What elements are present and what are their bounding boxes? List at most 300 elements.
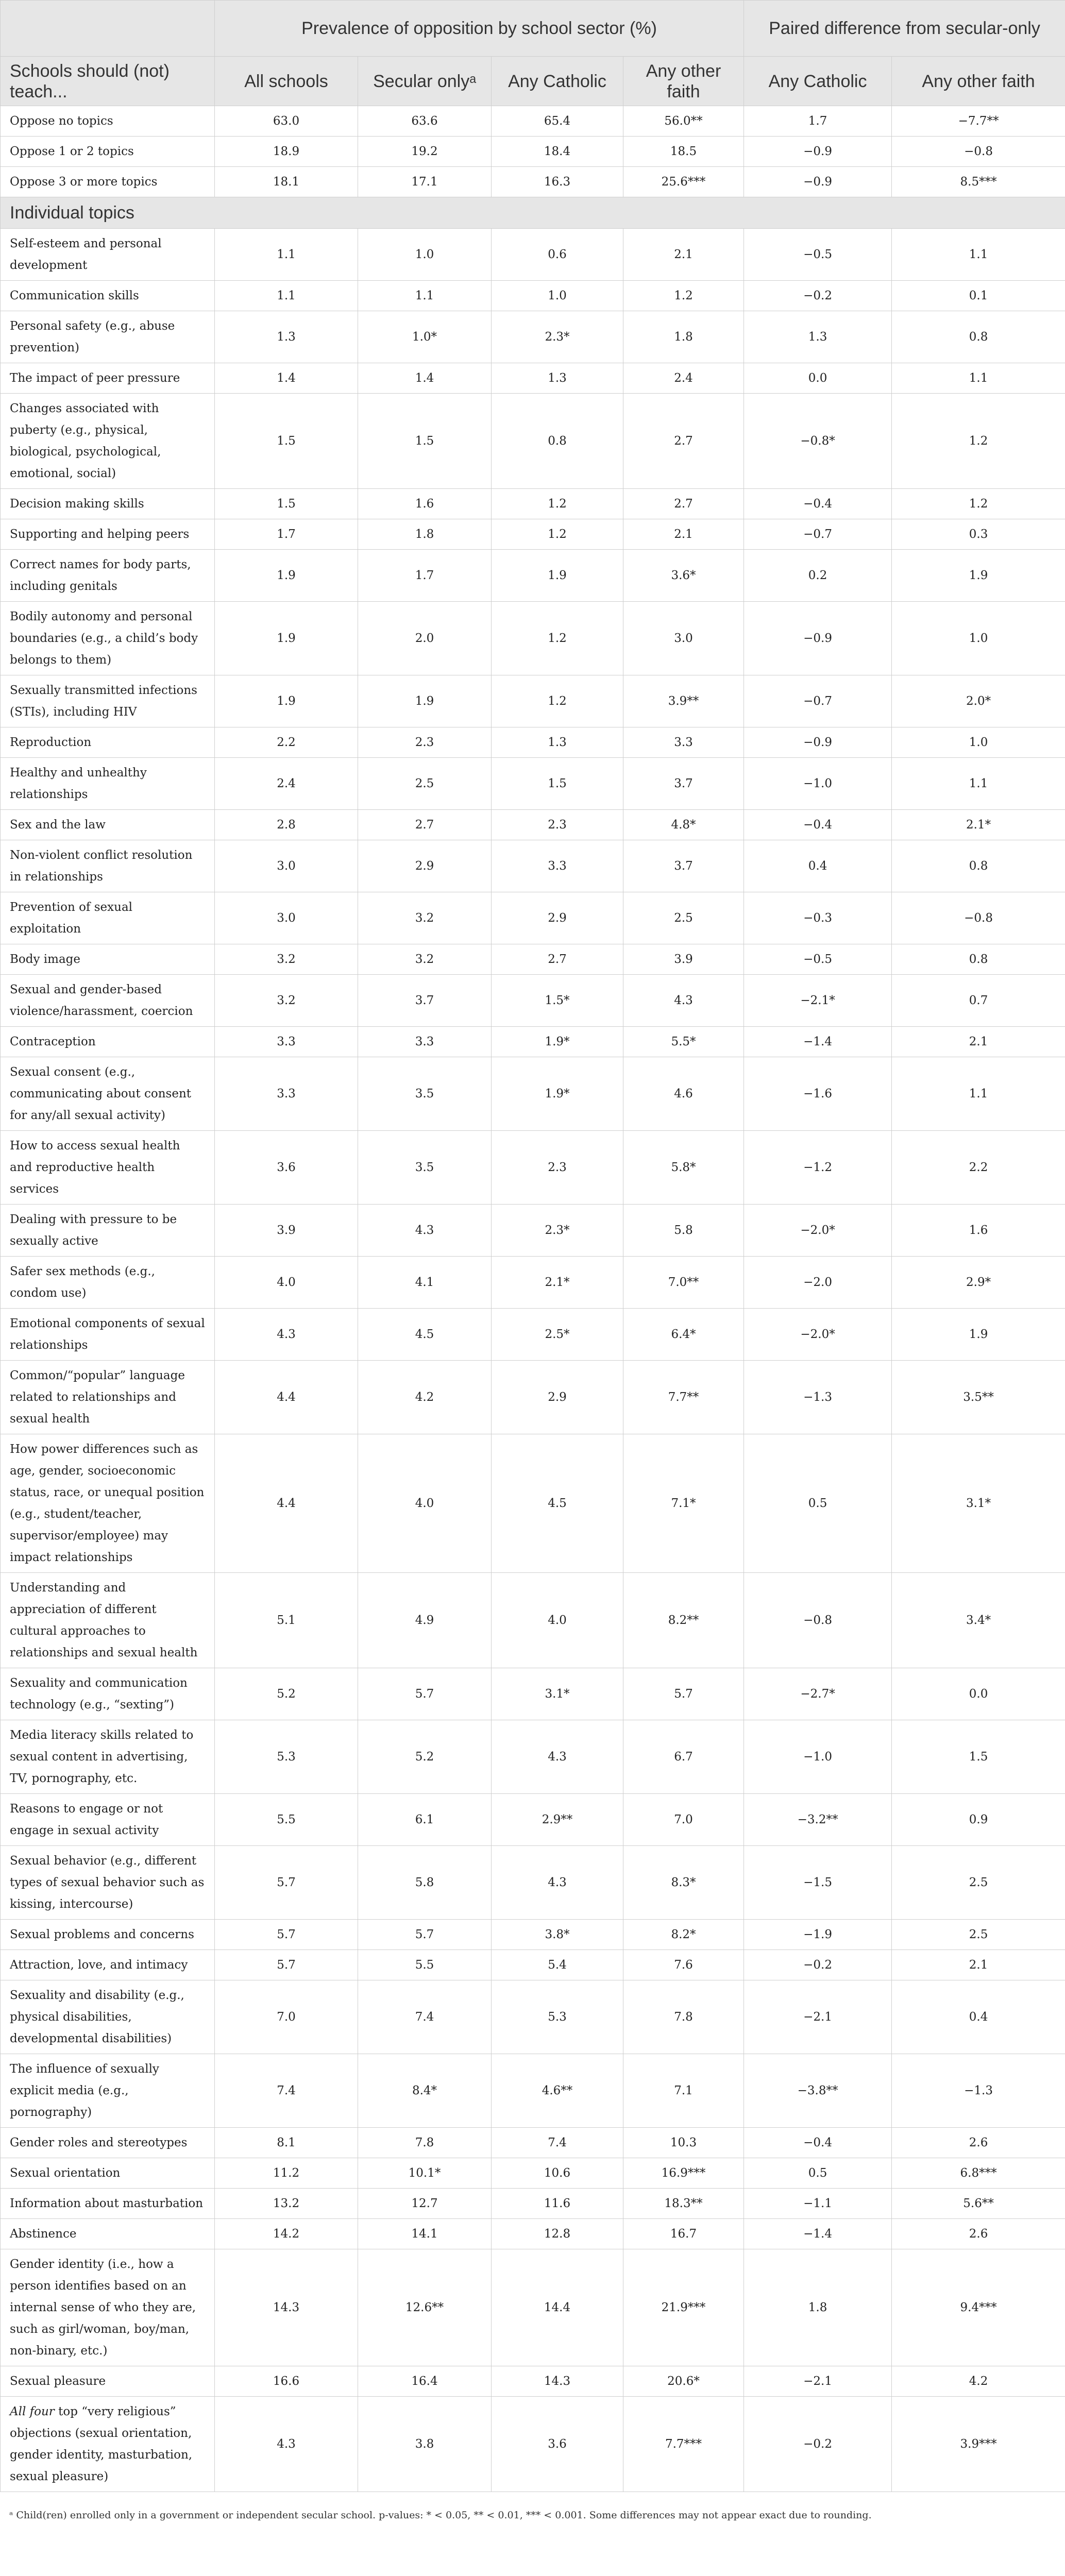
header-blank — [1, 1, 215, 57]
cell-any-catholic: 1.2 — [492, 602, 623, 675]
cell-any-other-faith: 4.6 — [623, 1057, 744, 1131]
cell-any-catholic: 1.2 — [492, 519, 623, 550]
cell-all-schools: 8.1 — [215, 2128, 358, 2158]
cell-all-schools: 1.9 — [215, 675, 358, 727]
cell-diff-any-other-faith: 2.1 — [892, 1950, 1065, 1980]
cell-diff-any-other-faith: 1.1 — [892, 1057, 1065, 1131]
cell-any-other-faith: 7.8 — [623, 1980, 744, 2054]
cell-diff-any-catholic: 0.4 — [744, 840, 892, 892]
cell-all-schools: 4.3 — [215, 1309, 358, 1361]
cell-diff-any-catholic: −2.1 — [744, 1980, 892, 2054]
topic-label: Decision making skills — [1, 489, 215, 519]
cell-any-catholic: 2.9 — [492, 892, 623, 944]
cell-any-other-faith: 10.3 — [623, 2128, 744, 2158]
topic-label: Common/“popular” language related to relationships and sexual health — [1, 1361, 215, 1434]
cell-diff-any-catholic: 1.8 — [744, 2249, 892, 2366]
cell-all-schools: 3.3 — [215, 1057, 358, 1131]
cell-diff-any-catholic: −0.4 — [744, 2128, 892, 2158]
cell-diff-any-catholic: −1.4 — [744, 2219, 892, 2249]
table-row — [1, 106, 1065, 137]
cell-any-catholic: 1.2 — [492, 675, 623, 727]
topic-label: Gender identity (i.e., how a person identifies based on an internal sense of who they are, such as girl/woman, boy/man, non-binary, etc.) — [1, 2249, 215, 2366]
cell-diff-any-catholic: −0.8* — [744, 394, 892, 489]
table-row — [1, 550, 1065, 602]
cell-any-other-faith: 6.7 — [623, 1720, 744, 1794]
topic-label: Understanding and appreciation of different cultural approaches to relationships and sexual health — [1, 1573, 215, 1668]
cell-any-other-faith: 56.0** — [623, 106, 744, 137]
cell-any-catholic: 0.8 — [492, 394, 623, 489]
cell-diff-any-other-faith: 3.5** — [892, 1361, 1065, 1434]
topic-label: The influence of sexually explicit media (e.g., pornography) — [1, 2054, 215, 2128]
cell-any-catholic: 4.3 — [492, 1846, 623, 1920]
cell-diff-any-other-faith: −0.8 — [892, 892, 1065, 944]
cell-any-catholic: 3.6 — [492, 2397, 623, 2492]
cell-diff-any-catholic: −2.1 — [744, 2366, 892, 2397]
cell-all-schools: 18.9 — [215, 137, 358, 167]
cell-any-other-faith: 7.7*** — [623, 2397, 744, 2492]
cell-diff-any-other-faith: 1.0 — [892, 727, 1065, 758]
cell-any-catholic: 5.4 — [492, 1950, 623, 1980]
cell-diff-any-other-faith: 1.1 — [892, 229, 1065, 281]
topic-label: Reproduction — [1, 727, 215, 758]
table-row — [1, 2397, 1065, 2492]
cell-diff-any-catholic: −2.0 — [744, 1257, 892, 1309]
cell-diff-any-catholic: 0.0 — [744, 363, 892, 394]
table-row — [1, 363, 1065, 394]
cell-secular-only: 4.5 — [358, 1309, 492, 1361]
table-row — [1, 2366, 1065, 2397]
topic-label: Sexual consent (e.g., communicating about consent for any/all sexual activity) — [1, 1057, 215, 1131]
cell-diff-any-other-faith: 2.5 — [892, 1846, 1065, 1920]
table-row — [1, 1057, 1065, 1131]
cell-diff-any-other-faith: 3.9*** — [892, 2397, 1065, 2492]
table-header — [1, 1, 1065, 106]
cell-secular-only: 1.9 — [358, 675, 492, 727]
cell-diff-any-catholic: 1.7 — [744, 106, 892, 137]
cell-secular-only: 8.4* — [358, 2054, 492, 2128]
cell-diff-any-catholic: −0.7 — [744, 675, 892, 727]
cell-diff-any-catholic: −0.3 — [744, 892, 892, 944]
topic-label: Sexuality and communication technology (e.g., “sexting”) — [1, 1668, 215, 1720]
topic-label: Communication skills — [1, 281, 215, 311]
topic-label: Healthy and unhealthy relationships — [1, 758, 215, 810]
cell-all-schools: 4.4 — [215, 1434, 358, 1573]
topic-label: Changes associated with puberty (e.g., physical, biological, psychological, emotional, social) — [1, 394, 215, 489]
cell-any-catholic: 2.3* — [492, 1205, 623, 1257]
topic-label: Dealing with pressure to be sexually active — [1, 1205, 215, 1257]
cell-any-catholic: 11.6 — [492, 2189, 623, 2219]
cell-secular-only: 3.2 — [358, 944, 492, 975]
cell-secular-only: 2.3 — [358, 727, 492, 758]
cell-any-other-faith: 2.1 — [623, 229, 744, 281]
cell-all-schools: 2.2 — [215, 727, 358, 758]
cell-any-catholic: 14.3 — [492, 2366, 623, 2397]
cell-secular-only: 7.4 — [358, 1980, 492, 2054]
cell-secular-only: 1.7 — [358, 550, 492, 602]
cell-any-catholic: 2.9** — [492, 1794, 623, 1846]
cell-any-other-faith: 16.9*** — [623, 2158, 744, 2189]
cell-secular-only: 5.7 — [358, 1668, 492, 1720]
cell-diff-any-catholic: −0.2 — [744, 2397, 892, 2492]
cell-all-schools: 3.0 — [215, 892, 358, 944]
cell-diff-any-other-faith: 3.1* — [892, 1434, 1065, 1573]
cell-diff-any-other-faith: 2.6 — [892, 2219, 1065, 2249]
cell-any-catholic: 4.0 — [492, 1573, 623, 1668]
cell-any-catholic: 2.3 — [492, 1131, 623, 1205]
cell-secular-only: 1.8 — [358, 519, 492, 550]
cell-any-other-faith: 8.2* — [623, 1920, 744, 1950]
table-body — [1, 106, 1065, 2492]
cell-any-other-faith: 1.8 — [623, 311, 744, 363]
cell-all-schools: 5.7 — [215, 1920, 358, 1950]
cell-secular-only: 4.3 — [358, 1205, 492, 1257]
table-row — [1, 602, 1065, 675]
cell-diff-any-other-faith: 0.3 — [892, 519, 1065, 550]
table-row — [1, 229, 1065, 281]
cell-any-catholic: 2.3 — [492, 810, 623, 840]
cell-all-schools: 13.2 — [215, 2189, 358, 2219]
cell-secular-only: 2.7 — [358, 810, 492, 840]
cell-diff-any-catholic: −0.9 — [744, 167, 892, 197]
cell-diff-any-catholic: −1.9 — [744, 1920, 892, 1950]
cell-any-catholic: 0.6 — [492, 229, 623, 281]
column-header-any-catholic: Any Catholic — [492, 57, 623, 106]
topic-label-italic: All four — [10, 2405, 55, 2418]
cell-any-other-faith: 20.6* — [623, 2366, 744, 2397]
table-row — [1, 810, 1065, 840]
cell-any-other-faith: 2.7 — [623, 394, 744, 489]
table-row — [1, 519, 1065, 550]
cell-any-other-faith: 16.7 — [623, 2219, 744, 2249]
table-row — [1, 1434, 1065, 1573]
table-row — [1, 1794, 1065, 1846]
cell-any-catholic: 2.5* — [492, 1309, 623, 1361]
cell-any-catholic: 10.6 — [492, 2158, 623, 2189]
cell-any-other-faith: 3.0 — [623, 602, 744, 675]
cell-any-catholic: 1.2 — [492, 489, 623, 519]
cell-any-other-faith: 3.9 — [623, 944, 744, 975]
table-row — [1, 1846, 1065, 1920]
cell-any-catholic: 4.5 — [492, 1434, 623, 1573]
table-row — [1, 2219, 1065, 2249]
topic-label: Sexual and gender-based violence/harassment, coercion — [1, 975, 215, 1027]
topic-label: Sexual orientation — [1, 2158, 215, 2189]
cell-any-other-faith: 5.8* — [623, 1131, 744, 1205]
cell-diff-any-other-faith: 0.4 — [892, 1980, 1065, 2054]
cell-any-catholic: 3.3 — [492, 840, 623, 892]
table-row — [1, 1027, 1065, 1057]
cell-all-schools: 5.7 — [215, 1950, 358, 1980]
cell-diff-any-other-faith: 1.2 — [892, 394, 1065, 489]
footnote: ᵃ Child(ren) enrolled only in a government or independent secular school. p-values: * < 0.05, ** < 0.01, *** < 0.001. Some differences may not appear exact due to rounding. — [9, 2510, 872, 2521]
cell-all-schools: 1.1 — [215, 281, 358, 311]
header-group-paired-difference: Paired difference from secular-only — [744, 1, 1065, 57]
topic-label: Information about masturbation — [1, 2189, 215, 2219]
table-row — [1, 2158, 1065, 2189]
topic-label: Emotional components of sexual relationships — [1, 1309, 215, 1361]
topic-label-rest: top “very religious” objections (sexual orientation, gender identity, masturbation, sexual pleasure) — [10, 2405, 193, 2483]
column-header-all-schools: All schools — [215, 57, 358, 106]
table-row — [1, 489, 1065, 519]
cell-secular-only: 1.5 — [358, 394, 492, 489]
cell-diff-any-catholic: −1.4 — [744, 1027, 892, 1057]
cell-secular-only: 2.5 — [358, 758, 492, 810]
cell-diff-any-catholic: 0.5 — [744, 2158, 892, 2189]
cell-diff-any-other-faith: −0.8 — [892, 137, 1065, 167]
cell-any-catholic: 1.5 — [492, 758, 623, 810]
cell-secular-only: 4.1 — [358, 1257, 492, 1309]
cell-secular-only: 1.6 — [358, 489, 492, 519]
cell-any-catholic: 2.1* — [492, 1257, 623, 1309]
cell-diff-any-catholic: −2.1* — [744, 975, 892, 1027]
cell-any-other-faith: 6.4* — [623, 1309, 744, 1361]
topic-label: Oppose 1 or 2 topics — [1, 137, 215, 167]
cell-any-catholic: 4.6** — [492, 2054, 623, 2128]
table-row — [1, 1205, 1065, 1257]
table-row — [1, 1257, 1065, 1309]
cell-any-other-faith: 7.0** — [623, 1257, 744, 1309]
cell-any-other-faith: 18.5 — [623, 137, 744, 167]
cell-all-schools: 3.2 — [215, 944, 358, 975]
cell-secular-only: 1.4 — [358, 363, 492, 394]
cell-any-catholic: 12.8 — [492, 2219, 623, 2249]
topic-label: Abstinence — [1, 2219, 215, 2249]
cell-secular-only: 5.8 — [358, 1846, 492, 1920]
topic-label: How power differences such as age, gender, socioeconomic status, race, or unequal position (e.g., student/teacher, supervisor/employee) may impact relationships — [1, 1434, 215, 1573]
cell-secular-only: 12.7 — [358, 2189, 492, 2219]
cell-all-schools: 5.1 — [215, 1573, 358, 1668]
topic-label: Sex and the law — [1, 810, 215, 840]
cell-any-other-faith: 5.8 — [623, 1205, 744, 1257]
column-header-topic: Schools should (not) teach... — [1, 57, 215, 106]
cell-diff-any-catholic: 0.2 — [744, 550, 892, 602]
cell-all-schools: 1.9 — [215, 602, 358, 675]
table-row — [1, 1573, 1065, 1668]
cell-any-other-faith: 18.3** — [623, 2189, 744, 2219]
cell-any-other-faith: 4.8* — [623, 810, 744, 840]
cell-any-catholic: 1.3 — [492, 727, 623, 758]
cell-diff-any-catholic: −2.7* — [744, 1668, 892, 1720]
table-row — [1, 394, 1065, 489]
cell-diff-any-catholic: −1.0 — [744, 1720, 892, 1794]
cell-diff-any-catholic: −1.6 — [744, 1057, 892, 1131]
cell-diff-any-other-faith: 0.9 — [892, 1794, 1065, 1846]
cell-secular-only: 1.0* — [358, 311, 492, 363]
topic-label: Sexually transmitted infections (STIs), including HIV — [1, 675, 215, 727]
cell-diff-any-catholic: −1.5 — [744, 1846, 892, 1920]
cell-diff-any-other-faith: 1.5 — [892, 1720, 1065, 1794]
table-row — [1, 727, 1065, 758]
table-row — [1, 2054, 1065, 2128]
cell-any-other-faith: 2.4 — [623, 363, 744, 394]
cell-all-schools: 2.8 — [215, 810, 358, 840]
cell-all-schools: 1.1 — [215, 229, 358, 281]
cell-any-other-faith: 21.9*** — [623, 2249, 744, 2366]
cell-diff-any-catholic: −3.8** — [744, 2054, 892, 2128]
cell-any-catholic: 1.9 — [492, 550, 623, 602]
table-row — [1, 1920, 1065, 1950]
cell-any-catholic: 4.3 — [492, 1720, 623, 1794]
cell-diff-any-other-faith: 0.8 — [892, 311, 1065, 363]
cell-any-other-faith: 7.1* — [623, 1434, 744, 1573]
cell-all-schools: 16.6 — [215, 2366, 358, 2397]
cell-diff-any-catholic: −2.0* — [744, 1309, 892, 1361]
cell-diff-any-catholic: −2.0* — [744, 1205, 892, 1257]
cell-diff-any-other-faith: 0.0 — [892, 1668, 1065, 1720]
table-row — [1, 1980, 1065, 2054]
cell-diff-any-other-faith: 8.5*** — [892, 167, 1065, 197]
cell-secular-only: 5.2 — [358, 1720, 492, 1794]
cell-any-other-faith: 7.7** — [623, 1361, 744, 1434]
cell-diff-any-other-faith: 3.4* — [892, 1573, 1065, 1668]
cell-diff-any-catholic: −1.0 — [744, 758, 892, 810]
cell-diff-any-other-faith: 2.2 — [892, 1131, 1065, 1205]
cell-diff-any-catholic: −1.3 — [744, 1361, 892, 1434]
table-row — [1, 758, 1065, 810]
cell-diff-any-other-faith: 9.4*** — [892, 2249, 1065, 2366]
cell-diff-any-other-faith: 6.8*** — [892, 2158, 1065, 2189]
cell-secular-only: 3.8 — [358, 2397, 492, 2492]
cell-secular-only: 12.6** — [358, 2249, 492, 2366]
topic-label: Non-violent conflict resolution in relationships — [1, 840, 215, 892]
table-row — [1, 1720, 1065, 1794]
cell-secular-only: 7.8 — [358, 2128, 492, 2158]
cell-all-schools: 4.0 — [215, 1257, 358, 1309]
cell-any-other-faith: 7.6 — [623, 1950, 744, 1980]
table-row — [1, 975, 1065, 1027]
topic-label: Attraction, love, and intimacy — [1, 1950, 215, 1980]
cell-diff-any-catholic: −1.2 — [744, 1131, 892, 1205]
cell-secular-only: 1.0 — [358, 229, 492, 281]
table-row — [1, 281, 1065, 311]
cell-diff-any-catholic: −0.8 — [744, 1573, 892, 1668]
section-label: Individual topics — [1, 197, 1065, 229]
cell-any-catholic: 7.4 — [492, 2128, 623, 2158]
cell-secular-only: 17.1 — [358, 167, 492, 197]
cell-diff-any-catholic: −0.9 — [744, 727, 892, 758]
cell-diff-any-other-faith: 2.9* — [892, 1257, 1065, 1309]
cell-any-catholic: 16.3 — [492, 167, 623, 197]
header-group-prevalence: Prevalence of opposition by school sector (%) — [215, 1, 744, 57]
cell-any-other-faith: 3.6* — [623, 550, 744, 602]
cell-any-other-faith: 25.6*** — [623, 167, 744, 197]
cell-diff-any-other-faith: 0.1 — [892, 281, 1065, 311]
cell-diff-any-other-faith: 1.9 — [892, 550, 1065, 602]
column-header-diff-any-catholic: Any Catholic — [744, 57, 892, 106]
table-row — [1, 311, 1065, 363]
cell-secular-only: 1.1 — [358, 281, 492, 311]
cell-diff-any-other-faith: 2.6 — [892, 2128, 1065, 2158]
cell-diff-any-catholic: −0.9 — [744, 602, 892, 675]
cell-all-schools: 7.0 — [215, 1980, 358, 2054]
cell-all-schools: 1.5 — [215, 394, 358, 489]
cell-all-schools: 1.3 — [215, 311, 358, 363]
topic-label: Reasons to engage or not engage in sexual activity — [1, 1794, 215, 1846]
cell-any-other-faith: 3.7 — [623, 840, 744, 892]
cell-all-schools: 3.3 — [215, 1027, 358, 1057]
cell-diff-any-other-faith: 2.0* — [892, 675, 1065, 727]
cell-diff-any-catholic: −0.2 — [744, 281, 892, 311]
cell-all-schools: 1.5 — [215, 489, 358, 519]
cell-any-catholic: 3.8* — [492, 1920, 623, 1950]
cell-secular-only: 10.1* — [358, 2158, 492, 2189]
topic-label: Contraception — [1, 1027, 215, 1057]
cell-diff-any-catholic: −0.2 — [744, 1950, 892, 1980]
topic-label: Oppose no topics — [1, 106, 215, 137]
cell-diff-any-other-faith: 2.5 — [892, 1920, 1065, 1950]
cell-all-schools: 14.3 — [215, 2249, 358, 2366]
cell-any-catholic: 65.4 — [492, 106, 623, 137]
cell-all-schools: 3.2 — [215, 975, 358, 1027]
column-header-diff-any-other-faith: Any other faith — [892, 57, 1065, 106]
cell-all-schools: 5.2 — [215, 1668, 358, 1720]
cell-diff-any-other-faith: 0.8 — [892, 944, 1065, 975]
cell-diff-any-other-faith: 1.1 — [892, 758, 1065, 810]
cell-all-schools: 18.1 — [215, 167, 358, 197]
table-row — [1, 2249, 1065, 2366]
cell-all-schools: 14.2 — [215, 2219, 358, 2249]
table-row — [1, 167, 1065, 197]
cell-diff-any-other-faith: 2.1* — [892, 810, 1065, 840]
topic-label: Oppose 3 or more topics — [1, 167, 215, 197]
cell-all-schools: 5.5 — [215, 1794, 358, 1846]
cell-diff-any-other-faith: 4.2 — [892, 2366, 1065, 2397]
cell-diff-any-catholic: −0.7 — [744, 519, 892, 550]
cell-any-catholic: 14.4 — [492, 2249, 623, 2366]
cell-diff-any-catholic: −3.2** — [744, 1794, 892, 1846]
cell-secular-only: 4.2 — [358, 1361, 492, 1434]
cell-any-other-faith: 8.2** — [623, 1573, 744, 1668]
cell-any-other-faith: 1.2 — [623, 281, 744, 311]
topic-label: How to access sexual health and reproductive health services — [1, 1131, 215, 1205]
table-row — [1, 1309, 1065, 1361]
cell-diff-any-other-faith: 1.9 — [892, 1309, 1065, 1361]
cell-diff-any-other-faith: −1.3 — [892, 2054, 1065, 2128]
cell-diff-any-other-faith: 0.8 — [892, 840, 1065, 892]
table-row — [1, 2128, 1065, 2158]
cell-any-other-faith: 3.3 — [623, 727, 744, 758]
cell-any-catholic: 1.3 — [492, 363, 623, 394]
cell-all-schools: 1.4 — [215, 363, 358, 394]
topic-label: Sexuality and disability (e.g., physical disabilities, developmental disabilities) — [1, 1980, 215, 2054]
table-row — [1, 944, 1065, 975]
topic-label: Sexual pleasure — [1, 2366, 215, 2397]
cell-any-catholic: 1.9* — [492, 1027, 623, 1057]
cell-any-other-faith: 8.3* — [623, 1846, 744, 1920]
cell-diff-any-other-faith: 1.2 — [892, 489, 1065, 519]
cell-any-catholic: 3.1* — [492, 1668, 623, 1720]
cell-all-schools: 7.4 — [215, 2054, 358, 2128]
topic-label — [1, 2397, 215, 2492]
cell-secular-only: 19.2 — [358, 137, 492, 167]
table-row — [1, 840, 1065, 892]
topic-label: Personal safety (e.g., abuse prevention) — [1, 311, 215, 363]
table-row — [1, 1950, 1065, 1980]
cell-all-schools: 4.3 — [215, 2397, 358, 2492]
cell-any-catholic: 2.7 — [492, 944, 623, 975]
cell-diff-any-catholic: −1.1 — [744, 2189, 892, 2219]
table-row — [1, 892, 1065, 944]
cell-diff-any-other-faith: 0.7 — [892, 975, 1065, 1027]
topic-label: Safer sex methods (e.g., condom use) — [1, 1257, 215, 1309]
table-row — [1, 1668, 1065, 1720]
cell-secular-only: 4.0 — [358, 1434, 492, 1573]
cell-secular-only: 3.5 — [358, 1057, 492, 1131]
cell-any-catholic: 1.0 — [492, 281, 623, 311]
cell-diff-any-catholic: −0.5 — [744, 944, 892, 975]
table-row — [1, 675, 1065, 727]
cell-any-catholic: 2.3* — [492, 311, 623, 363]
